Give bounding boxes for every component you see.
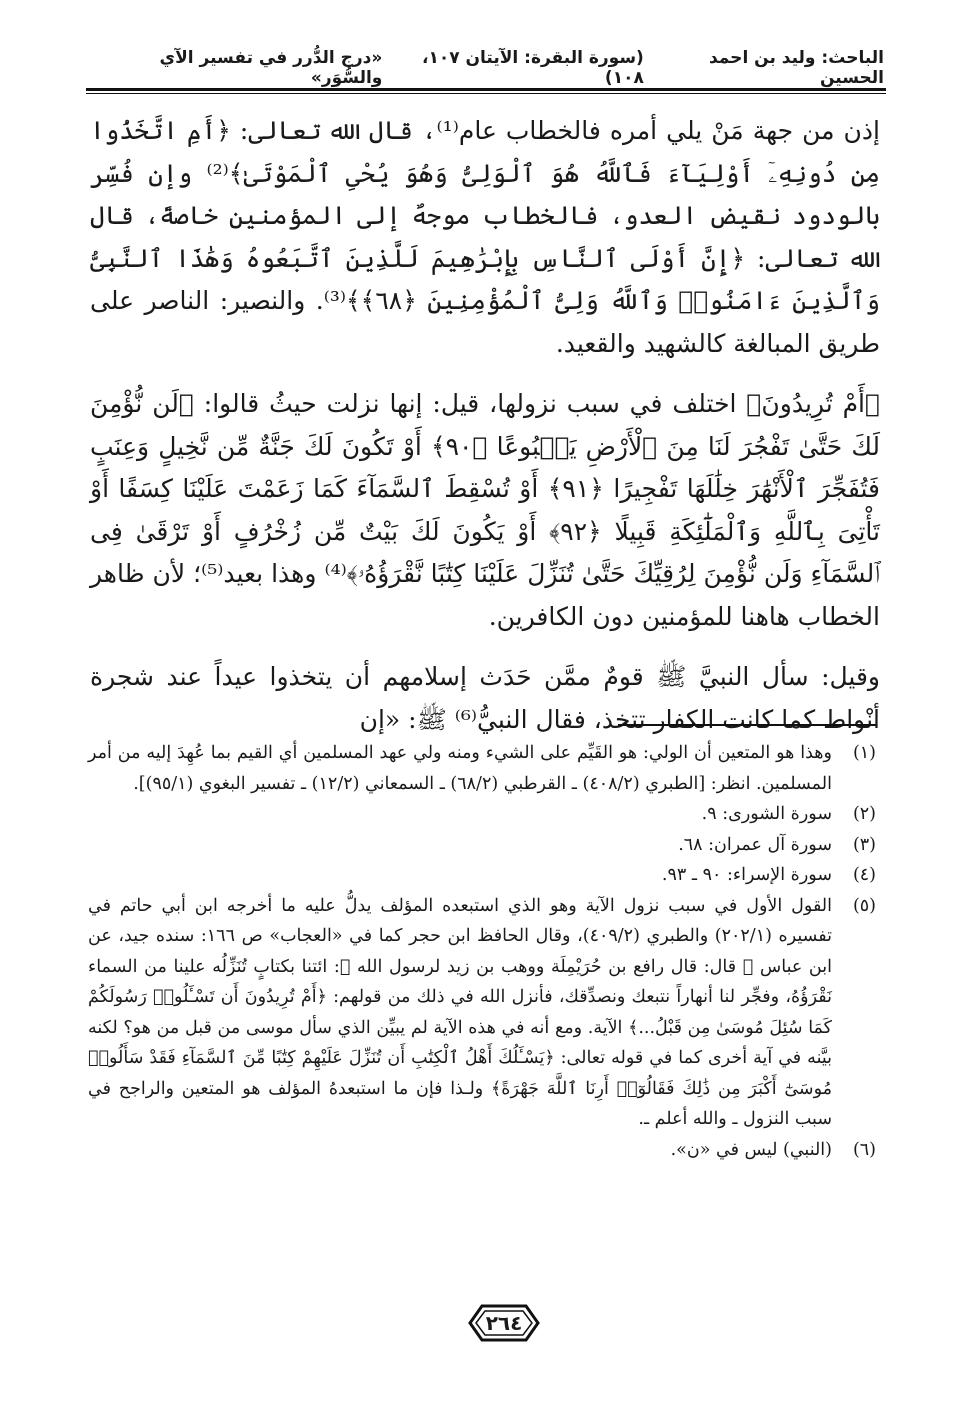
footnote-number: (٣): [852, 834, 876, 855]
main-text: [90, 110, 880, 759]
header-rule-thin: [86, 93, 886, 94]
footnote-text: سورة الإسراء: ٩٠ ـ ٩٣.: [661, 865, 832, 885]
header-author: الباحث: وليد بن احمد الحسين: [708, 48, 884, 88]
footnote-number: (٦): [852, 1139, 876, 1160]
footnote-number: (٢): [852, 804, 876, 824]
footnote-item: [88, 891, 876, 1135]
footnote-text: (النبي) ليس في «ن».: [670, 1139, 832, 1160]
footnote-item: [88, 799, 876, 830]
header-surah-reference: (سورة البقرة: الآيتان ١٠٧، ١٠٨): [422, 48, 644, 88]
footnote-number: (٤): [852, 865, 876, 885]
footnote-text: وهذا هو المتعين أن الولي: هو القَيِّم على الشيء ومنه ولي عهد المسلمين أي القيم بما عُهِدَ إليه من أمر المسلمين. انظر: [الطبري (٤٠٨/٢) ـ القرطبي (٦٨/٢) ـ السمعاني (١٢/٢) ـ تفسير البغوي (٩٥/١)].: [88, 743, 832, 794]
footnote-text: سورة الشورى: ٩.: [701, 804, 832, 824]
footnote-number: (٥): [852, 895, 876, 916]
footnote-number: (١): [852, 743, 876, 763]
footnote-separator: [618, 724, 876, 726]
footnote-text: القول الأول في سبب نزول الآية وهو الذي استبعده المؤلف يدلُّ عليه ما أخرجه ابن أبي حاتم في تفسيره (٢٠٢/١) والطبري (٤٠٩/٢)، وقال الحافظ ابن حجر كما في «العجاب» ص ١٦٦: سنده جيد، عن ابن عباس ﷺ قال: قال رافع بن حُرَيْمِلَة ووهب بن زيد لرسول الله ﷺ: ائتنا بكتابٍ تُنَزِّلُه علينا من السماء نَقْرَؤُهُ، وفجِّر لنا أنهاراً نتبعك ونصدِّقك، فأنزل الله في ذلك من قولهم: ﴿أَمْ تُرِيدُونَ أَن تَسْـَٔلُوا۟ رَسُولَكُمْ كَمَا سُئِلَ مُوسَىٰ مِن قَبْلُ...﴾ الآية. ومع أنه في هذه الآية لم يبيِّن الذي سأل موسى من قبل من هو؟ لكنه بيَّنه في آية أخرى كما في قوله تعالى: ﴿يَسْـَٔلُكَ أَهْلُ ٱلْكِتَٰبِ أَن تُنَزِّلَ عَلَيْهِمْ كِتَٰبًا مِّنَ ٱلسَّمَآءِ فَقَدْ سَأَلُوا۟ مُوسَىٰٓ أَكْبَرَ مِن ذَٰلِكَ فَقَالُوٓا۟ أَرِنَا ٱللَّهَ جَهْرَةً﴾ ولـذا فإن ما استبعدهُ المؤلف هو المتعين والراجح في سبب النزول ـ والله أعلم ـ.: [88, 895, 832, 1129]
page-number-ornament: [464, 1298, 544, 1348]
footnote-text: سورة آل عمران: ٦٨.: [678, 834, 832, 855]
footnote-item: [88, 830, 876, 861]
header-book-title: «درج الدُّرر في تفسير الآي والسُّوَر»: [159, 48, 383, 88]
header-rule-thick: [86, 88, 886, 91]
footnote-item: [88, 1135, 876, 1166]
footnotes: [88, 738, 876, 1165]
body-paragraph: ﴿أَمْ تُرِيدُونَ﴾ اختلف في سبب نزولها، قيل: إنها نزلت حيثُ قالوا: ﴿لَن نُّؤْمِنَ لَكَ حَتَّىٰ تَفْجُرَ لَنَا مِنَ ٱلْأَرْضِ يَنۢبُوعًا ﴿٩٠﴾ أَوْ تَكُونَ لَكَ جَنَّةٌ مِّن نَّخِيلٍ وَعِنَبٍ فَتُفَجِّرَ ٱلْأَنْهَٰرَ خِلَٰلَهَا تَفْجِيرًا ﴿٩١﴾ أَوْ تُسْقِطَ ٱلسَّمَآءَ كَمَا زَعَمْتَ عَلَيْنَا كِسَفًا أَوْ تَأْتِىَ بِٱللَّهِ وَٱلْمَلَٰٓئِكَةِ قَبِيلًا ﴿٩٢﴾ أَوْ يَكُونَ لَكَ بَيْتٌ مِّن زُخْرُفٍ أَوْ تَرْقَىٰ فِى ٱلسَّمَآءِ وَلَن نُّؤْمِنَ لِرُقِيِّكَ حَتَّىٰ تُنَزِّلَ عَلَيْنَا كِتَٰبًا نَّقْرَؤُهُۥ﴾⁽⁴⁾ وهذا بعيد⁽⁵⁾؛ لأن ظاهر الخطاب هاهنا للمؤمنين دون الكافرين.: [90, 389, 881, 631]
running-header: [88, 48, 884, 88]
page-number: ٢٦٤: [485, 1311, 523, 1335]
footnote-item: [88, 860, 876, 891]
body-paragraph: وقيل: سأل النبيَّ ﷺ قومٌ ممَّن حَدَث إسلامهم أن يتخذوا عيداً عند شجرة أنْواط كما كانت الكفار تتخذ، فقال النبيُّ⁽⁶⁾ ﷺ: «إن: [90, 662, 880, 734]
body-paragraph: إذن من جهة مَنْ يلي أمره فالخطاب عام⁽¹⁾، قال الله تعالى: ﴿أَمِ اتَّخَذُوا مِن دُونِهِۦٓ أَوْلِيَآءَ فَٱللَّهُ هُوَ ٱلْوَلِىُّ وَهُوَ يُحْىِ ٱلْمَوْتَىٰ﴾⁽²⁾ وإن فُسِّر بالودود نقيض العدو، فالخطاب موجهٌ إلى المؤمنين خاصةً، قال الله تعالى: ﴿إِنَّ أَوْلَى ٱلنَّاسِ بِإِبْرَٰهِيمَ لَلَّذِينَ ٱتَّبَعُوهُ وَهَٰذَا ٱلنَّبِىُّ وَٱلَّذِينَ ءَامَنُوا۟ وَٱللَّهُ وَلِىُّ ٱلْمُؤْمِنِينَ ﴿٦٨﴾﴾⁽³⁾. والنصير: الناصر على طريق المبالغة كالشهيد والقعيد.: [90, 116, 880, 358]
footnote-item: [88, 738, 876, 799]
